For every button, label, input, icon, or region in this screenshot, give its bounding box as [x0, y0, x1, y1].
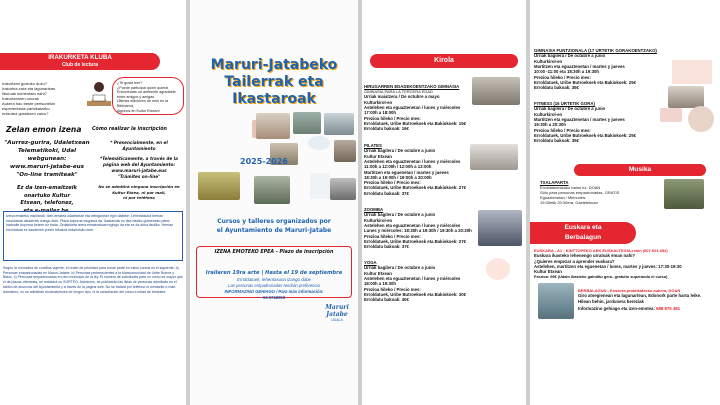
cover-title: Maruri-Jatabeko Tailerrak eta Ikastaroak [210, 57, 338, 107]
txalaparta-block: TXALAPARTA Erroldatuentzako baino ez. DOAN Sólo para personas empadronadas. GRATIS Eguaztenetan / Miércoles: 19:30etik 20:30era, Gaztelekuan [540, 180, 620, 206]
photo-yoga-class [324, 113, 354, 135]
photo-txalaparta [664, 179, 704, 209]
photo-kids [254, 176, 290, 204]
photo-berbalagun [538, 283, 574, 319]
cover-year: 2025-2026 [240, 157, 288, 166]
gym-block-functional: GIMNASIA FUNTZIONALA (17 URTETIK GORAKOENTZAKO) Urriak bagilera / De octubre a junio Kulturkirol-en Martitzen eta eguaztenetan / martes y jueves 10:00 -11:00 eta 18:30h a 19:30h Prezioa hileko / Precio mes: Erroldatuek, Uribe Butroekoek eta Bakiokoek: 25€ Erroldatu bakoak: 35€ [534, 48, 657, 91]
music-ribbon: Musika [574, 164, 706, 176]
reading-club-panel [0, 0, 186, 405]
euskara-block: EUSKARA - A1 - KINTTOPEKO AEK EUSKALTEGIA-rekin (607.601.352) Euskara ikasteko lehenengo urratsak eman nahi? ¿Quieres empezar a aprender euskara? Astelehen, martitzen eta eguenetan / lunes, martes y jueves: 17:30-19:30 Kultur Etxean Prezioa: 99€ (Udaln ikasteko gainditu gero- gratuito superando el curso) [534, 248, 682, 280]
sport-block-pilates: PILATES Urriak bagilera / De octubre a junio Kultur Etxean Astelehen eta eguaztenetan / lunes y miércoles 11:00h a 12:00h / 12:00h a 13:00h Martitzen eta eguenetan / martes y jueves 18:30h a 19:00h / 19:00h a 20:00h Prezioa hileko / Precio mes: Erroldatuek, Uribe Butroekoek eta Bakiokoek: 27€ Erroldatu bakoak: 37€ [364, 143, 466, 196]
municipality-logo: Maruri Jatabe UDALA [325, 304, 349, 322]
intro-eu: Irakurtzea gustuko duzu? Irakurlea zara eta lagunartean liburuak komentatu nahi? Irakurtzearen onurak Aukera hau beste pertsonekin esperientziak partekatzeko entzutea gustatzen zaizu? [2, 81, 56, 116]
sports-panel [362, 0, 526, 405]
reading-club-title: IRAKURKETA KLUBA [48, 54, 112, 61]
berbalagun-phone: 688 875 481 [656, 305, 680, 311]
music-language-panel [530, 0, 720, 405]
photo-painting [198, 172, 240, 200]
signup-heading-es: Cómo realizar la inscripción [92, 127, 167, 132]
sport-block-yoga: YOGA Urriak bagilera / De octubre a junio Kultur Etxean Astelehen eta eguaztenetan / lunes y miércoles 18:00h a 19:30h Prezioa hileko / Precio mes: Erroldatuek, Uribe Butroekoek eta Bakiokoek: 30€ Erroldatu bakoak: 40€ [364, 260, 466, 303]
deadline-box: IZENA EMOTEKO EPEA - Plazo de inscripción [196, 246, 352, 298]
sport-block-elderly: HIRUGARREN EDADEKOENTZAKO GIMNASIA GIMNASIA PARA LA TERCERA EDAD Urriak maiatzera / De octubre a mayo Kulturkirol-en Astelehen eta eguaztenetan / lunes y miércoles 17:00h a 18:00h Prezioa hileko / Precio mes: Erroldatuek, Uribe Butroekoek eta Bakiokoek: 15€ Erroldatu bakoak: 16€ [364, 84, 466, 132]
cover-panel [190, 0, 358, 405]
deadline-dates: Irailaren 19ra arte | Hasta el 19 de septiembre Erroldatuek, lehentasuna izango dabe Las personas empadronadas tendrán preferencia INFORMAZINO GEHIAGO / Para más información: 94 6742253 [205, 270, 343, 300]
sports-ribbon: Kirola [370, 54, 518, 68]
berbalagun-block: BERBALAGUN - Euskera praktikatzeko aukera, DOAN Giro atsegienean eta lagunartean, Edonork parte hartu leike. Hilean behin, jardunera bereziak Informazino gehiago eta izen-emotea: 688 875 481 [578, 288, 702, 311]
signup-heading-eu: Zelan emon izena [6, 125, 82, 134]
sport-block-zumba: ZOOMBA Urriak bagilera / De octubre a junio Kulturkirol-en Astelehen eta eguaztenetan / lunes y miércoles Lunes y miércoles: 18:30h a 19:30h / 19:30h a 20:30h Prezioa hileko / Precio mes: Erroldatuek, Uribe Butroekoek eta Bakiokoek: 27€ Erroldatu bakoak: 37€ [364, 207, 472, 250]
signup-eu: "Aurrez-gurira, Udaletxean Telematikoki, Udal webgunean: www.maruri-jatabe-eus "On-line tramiteak" Ez da izen-emaitzeik onartuko Kultur Etxean, telefonez, eta e-mailez be. [4, 140, 90, 214]
reading-club-subtitle: Club de lectura [61, 62, 99, 68]
rules-es: Según la normativa de cursillos vigente, el orden de prioridad para tomar parte en estos cursos es el siguiente: a) Personas empadronadas en Maruri-Jatabe. b) Personas pertenecientes a la Mancomunidad de Uribe Butroe y Bakio. c) Personas empadronadas en otro municipio de la ley. El número de solicitudes para un curso es mayor que el de plazas ofertadas, se realizará un SORTEO. Asimismo, se publicarán las listas de personas admitidas en el tablón de anuncios del Ayuntamiento y a través de la página web. No se tratará por teléfono ni mediante e-mail. Asimismo, no se admitirán reclamaciones de ningún tipo, ni la cancelación del curso a mitad de trimestre. [3, 266, 183, 294]
reader-illustration [85, 79, 113, 109]
gym-block-fitness: FITNESS (16 URTETIK GORA) Urriak bagilera / De octubre a junio Kulturkirol-en Martitzen eta eguaztenetan / martes y jueves 19:30h a 20:30h Prezioa hileko / Precio mes: Erroldatuek, Uribe Butroekoek eta Bakiokoek: 25€ Erroldatu bakoak: 35€ [534, 101, 636, 144]
photo-ball [310, 173, 330, 199]
fitness-woman-icon [672, 60, 712, 84]
berbalagun-info-label: Informazino gehiago eta izen-emotea: [578, 305, 655, 311]
photo-dance [334, 140, 356, 162]
signup-es: * Presencialmente, en el Ayuntamiento *Telemáticamente, a través de la página web del Ayuntamiento: www.maruri-jatabe.eus "Trámites on-line" No se admitirá ninguna inscripción en Kultur Etxea, ni por mail, ni por teléfono [98, 140, 180, 201]
photo-gym [330, 178, 356, 200]
reading-club-ribbon [0, 53, 160, 70]
photo-meditation [308, 136, 330, 150]
intro-es-bubble: ¿Te gusta leer? ¿Puede participar quien quiera! Encontrarás un ambiente agradable entre amigos y amigas Últimas ediciones de mes en la Biblioteca, Algunos en Kultur Etxean! [112, 77, 184, 115]
rules-box-eu: Izena emateko irizpideak: Izen-ematea udaletxean eta webgunean egin daiteke. Lehentasuna herrian erroldatuta daudenek izango dute. Plaza kopurua mugatua da. Ikastaroak ez dira hasiko gutxieneko parte-hartzaile kopurua lortzen ez bada. Ordainketa izena ematerakoan egingo da eta ez da dirua itzuliko. Herrian erroldatuta ez daudenek prezio bikoitza ordainduko dute. [3, 211, 183, 261]
photo-outdoor [293, 112, 321, 134]
euskara-ribbon: Euskara eta Berbalagun [530, 222, 636, 244]
strongman-icon [688, 106, 714, 132]
cover-subtitle: Cursos y talleres organizados por el Ayuntamiento de Maruri-Jatabe [216, 218, 332, 234]
photo-hands [256, 113, 290, 139]
